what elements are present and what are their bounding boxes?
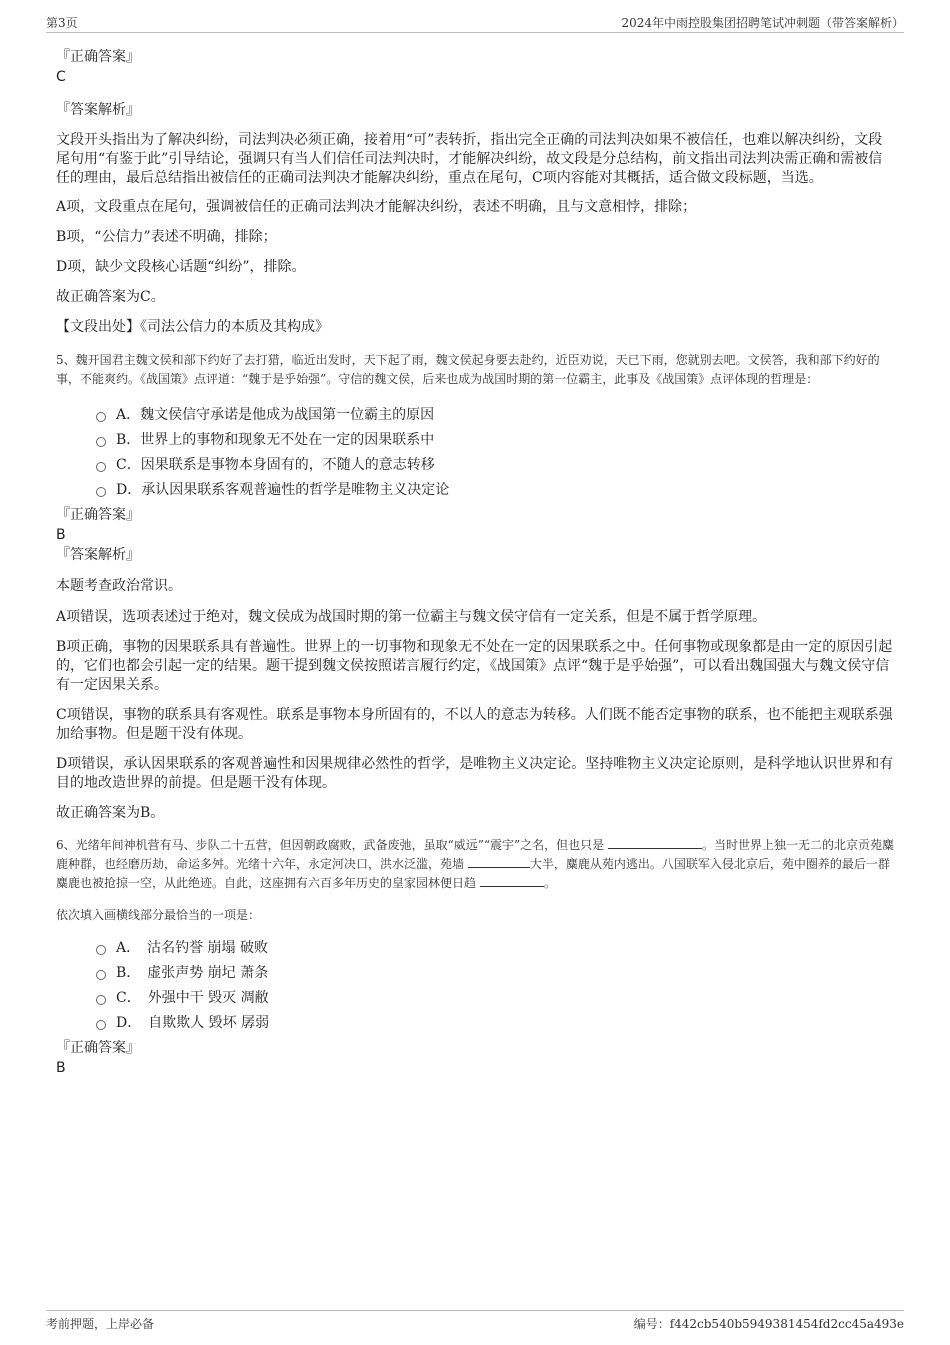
option-c[interactable] [56,986,896,1011]
fill-blank [608,836,702,849]
analysis-paragraph: D项错误，承认因果联系的客观普遍性和因果规律必然性的哲学，是唯物主义决定论。坚持唯物主义决定论原则，是科学地认识世界和有目的地改造世界的前提。但是题干没有体现。 [56,756,894,791]
analysis-label: 『答案解析』 [56,547,140,563]
option-a[interactable] [56,936,896,961]
analysis-paragraph: D项，缺少文段核心话题“纠纷”，排除。 [56,259,306,275]
radio-icon[interactable] [96,970,106,980]
option-a[interactable] [56,403,896,428]
analysis-paragraph: 故正确答案为B。 [56,805,165,821]
radio-icon[interactable] [96,462,106,472]
page-number: 第3页 [46,16,78,30]
page-content [56,47,896,1078]
stem-text: 6、光绪年间神机营有马、步队二十五营，但因朝政腐败，武备废弛，虽取“威远”“震宇”之名，但也只是 [56,838,608,852]
stem-text: 大半，麋鹿从苑内逃出。八国联军入侵北京后，苑中圈养的最后一群麋鹿也被抢掠一空，从此绝迹。自此，这座拥有六百多年历史的皇家园林便日趋 [56,857,890,890]
option-d[interactable] [56,1011,896,1036]
page-header [46,14,904,33]
source-note: 【文段出处】《司法公信力的本质及其构成》 [56,319,329,335]
option-text: C． 外强中干 毁灭 凋敝 [116,990,269,1006]
answer-value: B [56,527,66,543]
page-footer [46,1310,904,1333]
answer-label: 『正确答案』 [56,1040,140,1056]
radio-icon[interactable] [96,945,106,955]
fill-blank [480,874,544,887]
analysis-paragraph: A项错误，选项表述过于绝对，魏文侯成为战国时期的第一位霸主与魏文侯守信有一定关系，但是不属于哲学原理。 [56,609,767,625]
analysis-paragraph: A项，文段重点在尾句，强调被信任的正确司法判决才能解决纠纷，表述不明确，且与文意相悖，排除； [56,199,697,215]
stem-text: 。当时世界上独一无二的北京贡苑麋鹿种群，也经磨历劫，命运多舛。光绪十六年，永定河决口，洪水泛滥，苑墙 [56,838,895,871]
radio-icon[interactable] [96,487,106,497]
radio-icon[interactable] [96,412,106,422]
document-title: 2024年中雨控股集团招聘笔试冲刺题（带答案解析） [621,16,904,30]
option-text: D．承认因果联系客观普遍性的哲学是唯物主义决定论 [116,482,450,498]
radio-icon[interactable] [96,437,106,447]
footer-slogan: 考前押题，上岸必备 [46,1317,155,1331]
analysis-label: 『答案解析』 [56,102,140,118]
analysis-paragraph: C项错误，事物的联系具有客观性。联系是事物本身所固有的，不以人的意志为转移。人们既不能否定事物的联系，也不能把主观联系强加给事物。但是题干没有体现。 [56,707,893,742]
option-b[interactable] [56,428,896,453]
option-list [56,936,896,1036]
option-list [56,403,896,503]
fill-blank [468,855,530,868]
analysis-paragraph: B项，“公信力”表述不明确，排除； [56,229,277,245]
option-text: B． 虚张声势 崩圮 萧条 [116,965,269,981]
answer-value: B [56,1060,66,1076]
stem-text: 。 [543,876,556,890]
radio-icon[interactable] [96,995,106,1005]
option-d[interactable] [56,478,896,503]
option-text: A．魏文侯信守承诺是他成为战国第一位霸主的原因 [116,407,435,423]
question-prompt: 依次填入画横线部分最恰当的一项是： [56,908,261,922]
radio-icon[interactable] [96,1020,106,1030]
answer-label: 『正确答案』 [56,507,140,523]
option-text: B．世界上的事物和现象无不处在一定的因果联系中 [116,432,435,448]
question-stem [56,836,896,893]
question-stem: 5、魏开国君主魏文侯和部下约好了去打猎，临近出发时，天下起了雨，魏文侯起身要去赴约，近臣劝说，天已下雨，您就别去吧。文侯答，我和部下约好的事，不能爽约。《战国策》点评道：“魏于是乎始强”。守信的魏文侯，后来也成为战国时期的第一位霸主，此事及《战国策》点评体现的哲理是： [56,353,880,386]
option-c[interactable] [56,453,896,478]
answer-label: 『正确答案』 [56,49,140,65]
analysis-paragraph: 本题考查政治常识。 [56,578,182,594]
analysis-paragraph: 文段开头指出为了解决纠纷，司法判决必须正确，接着用“可”表转折，指出完全正确的司法判决如果不被信任，也难以解决纠纷，文段尾句用“有鉴于此”引导结论，强调只有当人们信任司法判决时，才能解决纠纷，故文段是分总结构，前文指出司法判决需正确和需被信任的理由，最后总结指出被信任的正确司法判决才能解决纠纷，重点在尾句，C项内容能对其概括，适合做文段标题，当选。 [56,132,883,186]
document-code: 编号：f442cb540b5949381454fd2cc45a493e [633,1317,904,1331]
analysis-paragraph: B项正确，事物的因果联系具有普遍性。世界上的一切事物和现象无不处在一定的因果联系之中。任何事物或现象都是由一定的原因引起的，它们也都会引起一定的结果。题干提到魏文侯按照诺言履行约定，《战国策》点评“魏于是乎始强”，可以看出魏国强大与魏文侯守信有一定因果关系。 [56,639,893,693]
option-text: A． 沽名钓誉 崩塌 破败 [116,940,269,956]
option-text: C．因果联系是事物本身固有的，不随人的意志转移 [116,457,435,473]
answer-value: C [56,69,66,85]
option-b[interactable] [56,961,896,986]
analysis-paragraph: 故正确答案为C。 [56,289,165,305]
option-text: D． 自欺欺人 毁坏 孱弱 [116,1015,270,1031]
